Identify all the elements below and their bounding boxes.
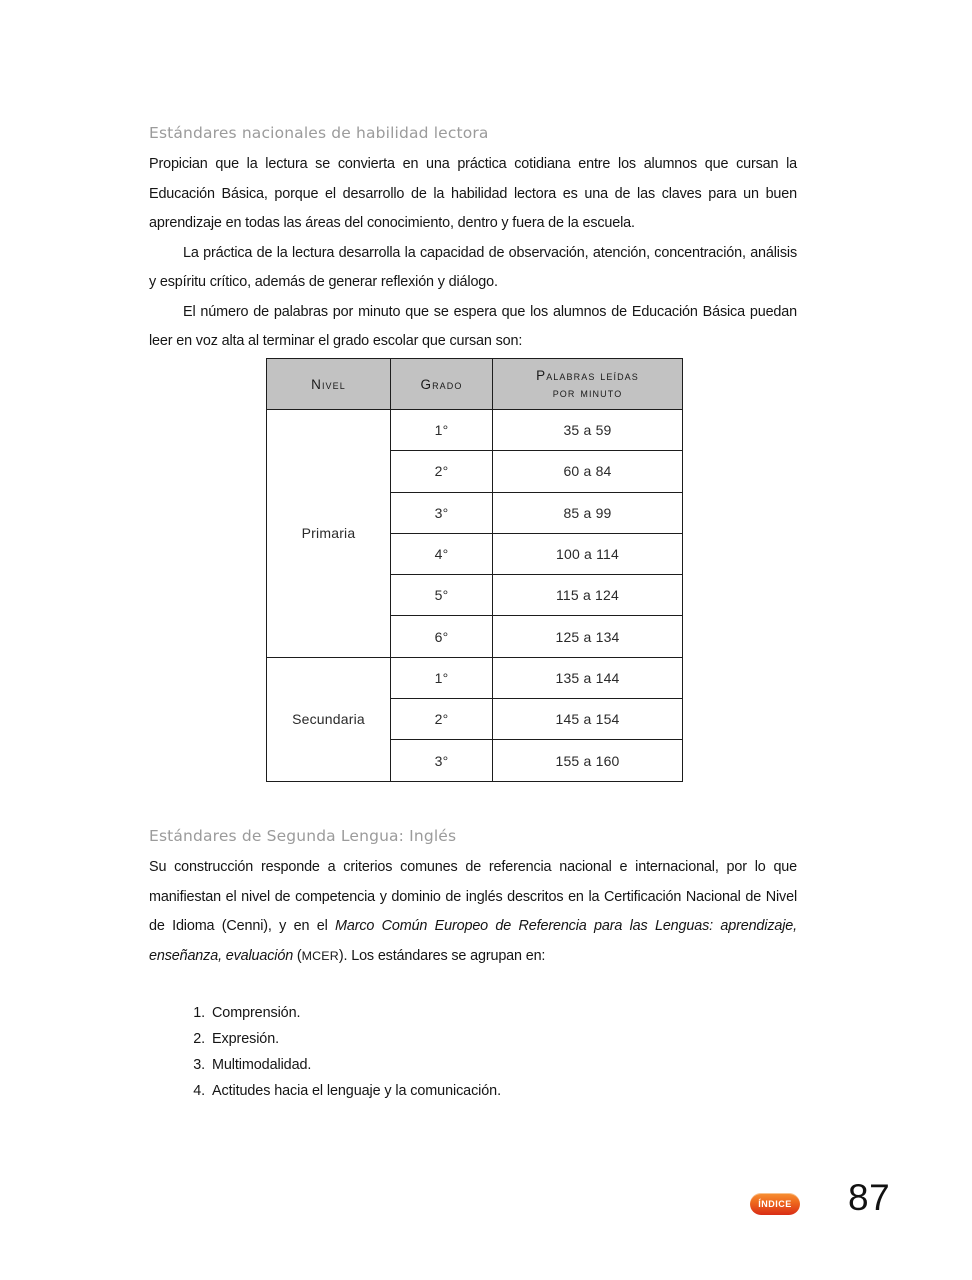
cell-grado: 5° (391, 575, 493, 616)
cell-palabras-por-minuto: 115 a 124 (493, 575, 683, 616)
column-header-grado: Grado (391, 359, 493, 410)
paragraph-numero-palabras: El número de palabras por minuto que se espera que los alumnos de Educación Básica puedan leer en voz alta al terminar el grado escolar que cursan son: (149, 303, 797, 350)
list-item: Multimodalidad. (212, 1057, 312, 1074)
cell-grado: 1° (391, 657, 493, 698)
cell-palabras-por-minuto: 135 a 144 (493, 657, 683, 698)
cell-palabras-por-minuto: 35 a 59 (493, 410, 683, 451)
paragraph-segunda-lengua-part3: ). Los estándares se agrupan en: (338, 947, 546, 964)
paragraph-segunda-lengua (149, 853, 797, 971)
cell-grado: 3° (391, 492, 493, 533)
cell-grado: 2° (391, 699, 493, 740)
column-header-nivel: Nivel (267, 359, 391, 410)
list-item: Comprensión. (212, 1005, 301, 1022)
page-number: 87 (848, 1177, 891, 1218)
cell-palabras-por-minuto: 145 a 154 (493, 699, 683, 740)
table-row (267, 657, 683, 698)
page-footer (0, 1177, 972, 1255)
paragraph-segunda-lengua-acronym: MCER (301, 948, 339, 963)
cell-palabras-por-minuto: 60 a 84 (493, 451, 683, 492)
section-heading-segunda-lengua: Estándares de Segunda Lengua: Inglés (149, 827, 457, 845)
paragraph-segunda-lengua-title: Marco Común Europeo de Referencia para las Lenguas: aprendizaje, enseñanza, evaluación (149, 918, 797, 964)
section-heading-habilidad-lectora: Estándares nacionales de habilidad lectora (149, 124, 489, 142)
cell-palabras-por-minuto: 155 a 160 (493, 740, 683, 781)
list-item: Expresión. (212, 1031, 279, 1048)
table-header (267, 359, 683, 410)
paragraph-propician: Propician que la lectura se convierta en una práctica cotidiana entre los alumnos que cursan la Educación Básica, porque el desarrollo de la habilidad lectora es una de las claves para un buen aprendizaje en todas las áreas del conocimiento, dentro y fuera de la escuela. (149, 156, 797, 232)
cell-grado: 2° (391, 451, 493, 492)
standards-ordered-list (149, 1000, 797, 1104)
reading-standards-table (266, 358, 683, 782)
column-header-palabras-leidas (493, 359, 683, 410)
cell-nivel: Secundaria (267, 657, 391, 781)
table-body (267, 410, 683, 782)
cell-nivel: Primaria (267, 410, 391, 658)
paragraph-segunda-lengua-part1: Su construcción responde a criterios comunes de referencia nacional e internacional, por lo que manifiestan el nivel de competencia y dominio de inglés descritos en la Certificación Nacional de Nivel de Idioma (Cenni), y en el (149, 859, 797, 935)
page-content-section-two (149, 827, 797, 1104)
table-header-row (267, 359, 683, 410)
cell-grado: 4° (391, 533, 493, 574)
cell-grado: 1° (391, 410, 493, 451)
reading-standards-table-wrap (266, 358, 683, 782)
page-content (149, 124, 797, 357)
table-row (267, 410, 683, 451)
cell-grado: 3° (391, 740, 493, 781)
cell-palabras-por-minuto: 85 a 99 (493, 492, 683, 533)
cell-grado: 6° (391, 616, 493, 657)
list-item: Actitudes hacia el lenguaje y la comunicación. (212, 1083, 501, 1100)
cell-palabras-por-minuto: 125 a 134 (493, 616, 683, 657)
paragraph-segunda-lengua-part2: ( (293, 947, 302, 964)
column-header-palabras-line2: por minuto (552, 385, 623, 400)
column-header-palabras-line1: Palabras leídas (536, 368, 639, 383)
indice-button[interactable]: ÍNDICE (750, 1193, 800, 1215)
paragraph-practica-lectura: La práctica de la lectura desarrolla la capacidad de observación, atención, concentración, análisis y espíritu crítico, además de generar reflexión y diálogo. (149, 244, 797, 291)
cell-palabras-por-minuto: 100 a 114 (493, 533, 683, 574)
